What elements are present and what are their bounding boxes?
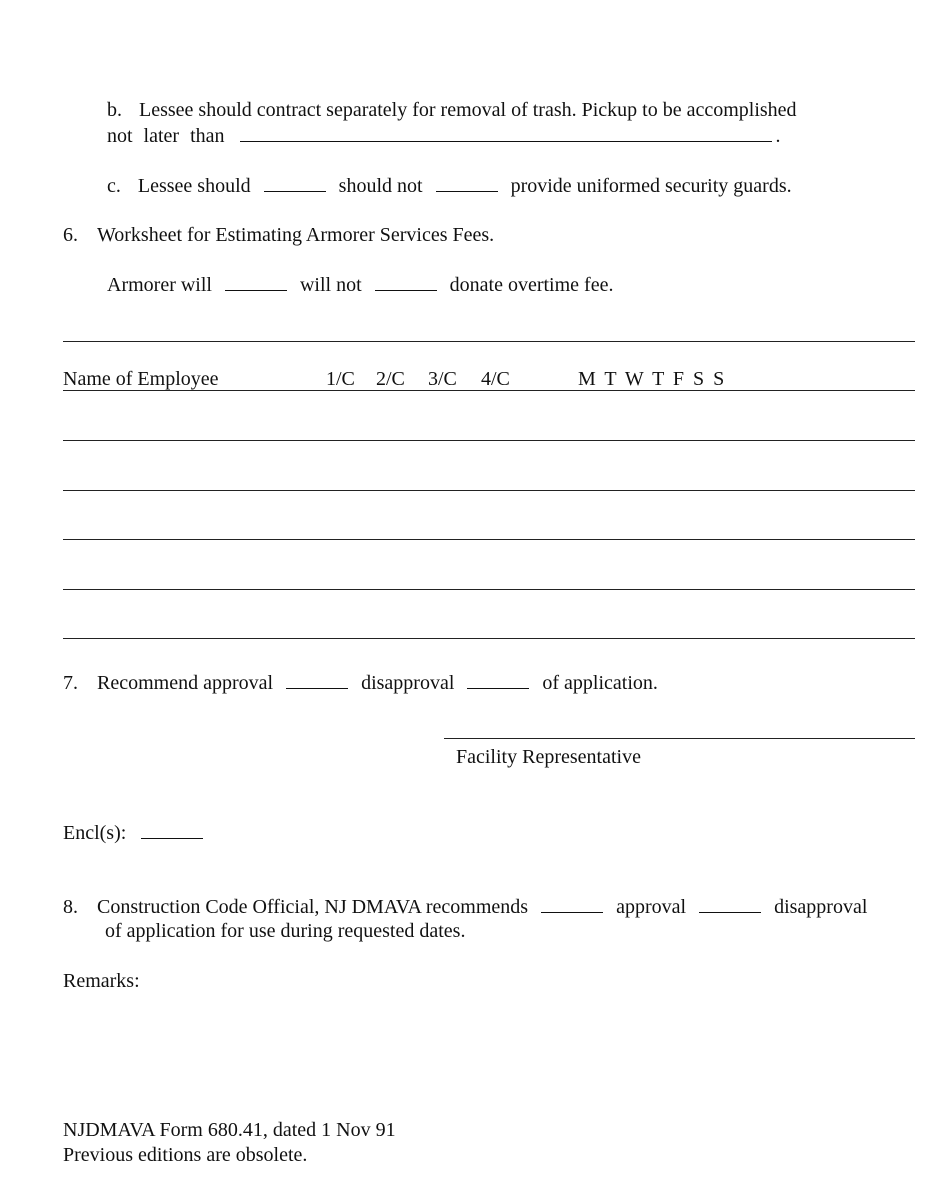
item-5c [107,176,792,196]
overtime-part3: donate overtime fee. [449,274,614,296]
item-5c-label: c. [107,175,121,197]
pickup-date-field[interactable] [240,141,772,142]
item-5c-part2: should not [338,175,423,197]
item-8-line2: of application for use during requested dates. [105,920,466,942]
item-6 [63,225,494,245]
armorer-overtime [107,275,613,295]
code-official-disapproval-field[interactable] [699,912,761,913]
worksheet-row-line[interactable] [63,589,915,590]
item-7-part2: disapproval [361,672,455,694]
enclosures-label: Encl(s): [63,822,127,844]
worksheet-row-line[interactable] [63,490,915,491]
item-5b-line2 [107,126,781,146]
code-official-approval-field[interactable] [541,912,603,913]
armorer-will-not-field[interactable] [375,290,437,291]
item-7-part1: Recommend approval [97,672,274,694]
class-header-1: 1/C [326,368,355,390]
item-8-part2: approval [616,896,687,918]
armorer-will-field[interactable] [225,290,287,291]
form-identifier: NJDMAVA Form 680.41, dated 1 Nov 91 [63,1119,396,1141]
enclosures [63,823,211,843]
item-5b [107,100,797,120]
recommend-approval-field[interactable] [286,688,348,689]
item-7-part3: of application. [542,672,658,694]
item-8-part1: Construction Code Official, NJ DMAVA recommends [97,896,529,918]
item-5c-part3: provide uniformed security guards. [510,175,792,197]
item-7 [63,673,658,693]
overtime-part1: Armorer will [107,274,212,296]
item-5b-label: b. [107,99,122,121]
class-header-2: 2/C [376,368,405,390]
worksheet-row-line[interactable] [63,440,915,441]
item-6-number: 6. [63,224,78,246]
worksheet-top-rule [63,341,915,342]
item-8-number: 8. [63,896,78,918]
item-5b-line2-prefix: not later than [107,125,225,147]
item-8 [63,897,867,917]
facility-representative-label: Facility Representative [456,746,641,768]
enclosures-field[interactable] [141,838,203,839]
recommend-disapproval-field[interactable] [467,688,529,689]
security-should-not-field[interactable] [436,191,498,192]
class-header-3: 3/C [428,368,457,390]
security-should-field[interactable] [264,191,326,192]
days-header: M T W T F S S [578,368,727,390]
name-of-employee-header: Name of Employee [63,368,219,390]
class-header-4: 4/C [481,368,510,390]
overtime-part2: will not [299,274,362,296]
item-5b-line2-suffix: . [775,125,781,147]
item-8-part3: disapproval [774,896,868,918]
item-7-number: 7. [63,672,78,694]
worksheet-header-rule [63,390,915,391]
obsolete-note: Previous editions are obsolete. [63,1144,308,1166]
worksheet-row-line[interactable] [63,539,915,540]
item-6-title: Worksheet for Estimating Armorer Services Fees. [97,224,495,246]
item-5b-text: Lessee should contract separately for removal of trash. Pickup to be accomplished [139,99,797,121]
worksheet-row-line[interactable] [63,638,915,639]
remarks-label: Remarks: [63,970,140,992]
item-5c-part1: Lessee should [137,175,251,197]
signature-line[interactable] [444,738,915,739]
